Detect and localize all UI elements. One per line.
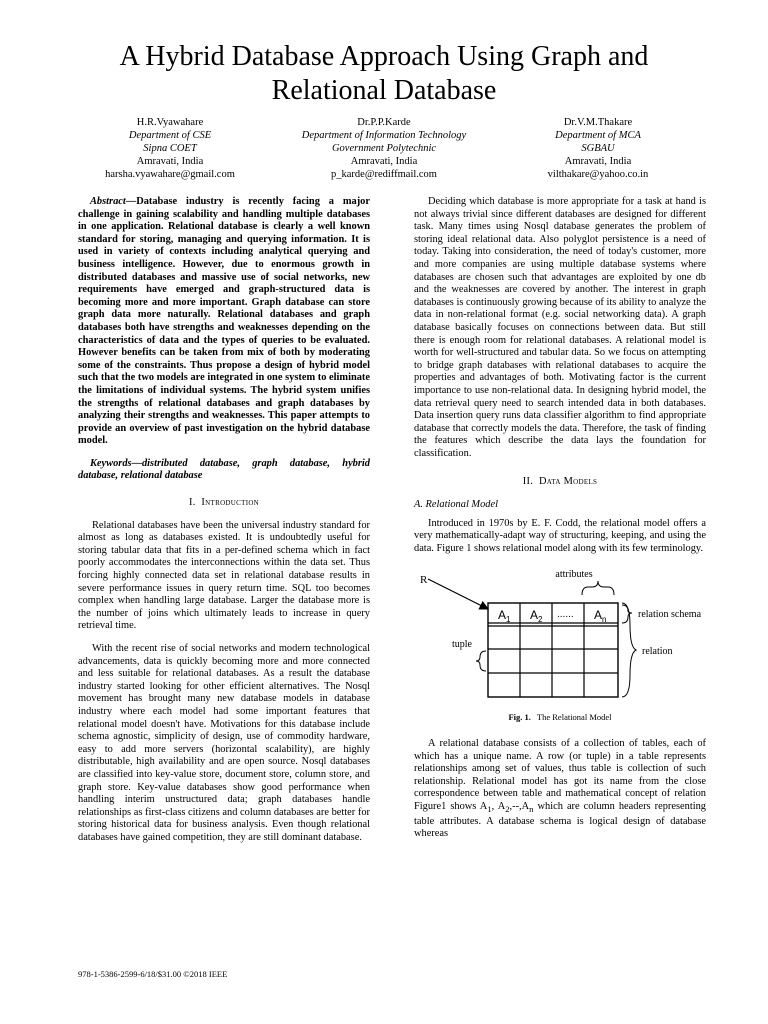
relation-brace — [622, 603, 636, 697]
author-department: Department of Information Technology — [301, 130, 467, 141]
author-institution: SGBAU — [581, 143, 615, 154]
author-block-2 — [274, 116, 494, 181]
intro-paragraph-2: With the recent rise of social networks and modern technological advancements, data is quickly becoming more and more connected and less suitable for relational databases. As a result the database industry started looking for other efficient alternatives. The Nosql movement has brought many new database models in database industry where each model had some important features that relational model doesn't have. Motivations for this database include schema agnostic, simplicity of design, use of commodity hardware, easy to add more servers (horizontal scalability), are highly distributable, high availability and are open source. Nosql databases are classified into key-value store, document store, column store, and graph store. Key-value databases show good performance when handling interim unstructured data; graph databases handle relationships as first-class citizens and column databases are better for storing historical data for business analysis. Even though relational databases have gained competition, they are still dominant database. — [78, 643, 370, 843]
author-name: H.R.Vyawahare — [136, 117, 204, 128]
attribute-header-ellipsis: ...... — [557, 609, 574, 621]
figure-caption-text: The Relational Model — [536, 712, 612, 723]
intro-paragraph-1: Relational databases have been the universal industry standard for almost as long as databases existed. It is undoubtedly useful for storing tabular data that fits in a per-defined schema which in fact poorly accommodates the interconnections within the data set. Thus forcing highly connected data set in relational database results in severe performance issues in query return time. SQL too becomes complex when handling large database. Larger the database more is the number of joins which ultimately leads to increase in query retrieval time. — [78, 519, 370, 632]
relation-name-label: R — [420, 574, 428, 587]
schema-brace — [622, 605, 632, 623]
figure-caption — [414, 711, 706, 724]
abstract-text: —Database industry is recently facing a major challenge in gaining scalability and handling multiple databases in one application. Relational database is clearly a well known standard for storing, managing and querying information. It is used in variety of contexts including analytical querying and business intelligence. However, due to enormous growth in distributed databases and massive use of social networks, new requirements have emerged and graph-structured data is becoming more and more important. Graph database can store graph data more naturally. Relational databases and graph databases both have strengths and weaknesses depending on the characteristics of data and the types of queries to be evaluated. However benefits can be taken from mix of both by moderating some of the constraints. Thus propose a design of hybrid model such that the two models are integrated in one system to eliminate the limitations of individual systems. The hybrid system unifies the strengths of relational databases and graph databases by analyzing their strengths and weaknesses. This paper attempts to provide an overview of past investigation on the hybrid database model. — [78, 196, 370, 447]
copyright-footer: 978-1-5386-2599-6/18/$31.00 ©2018 IEEE — [78, 969, 228, 979]
section-heading-introduction — [78, 497, 370, 510]
author-institution: Sipna COET — [143, 143, 197, 154]
attribute-header-1: $A_1$ — [498, 608, 511, 625]
relational-model-diagram — [414, 565, 706, 705]
author-name: Dr.P.P.Karde — [357, 117, 411, 128]
section-heading-data-models — [414, 476, 706, 489]
section-title: Data Models — [538, 476, 598, 488]
relation-schema-label: relation schema — [638, 609, 702, 621]
abstract — [78, 196, 370, 448]
attributes-label: attributes — [555, 569, 593, 581]
author-city: Amravati, India — [136, 156, 204, 167]
author-name: Dr.V.M.Thakare — [563, 117, 633, 128]
right-column — [414, 196, 706, 851]
paper-title: A Hybrid Database Approach Using Graph and Relational Database — [119, 41, 649, 106]
subsection-heading-relational-model: A. Relational Model — [414, 499, 498, 511]
attribute-header-2: $A_2$ — [530, 608, 543, 625]
author-city: Amravati, India — [564, 156, 632, 167]
keywords: Keywords—distributed database, graph database, hybrid database, relational database — [78, 457, 370, 482]
author-institution: Government Polytechnic — [331, 143, 437, 154]
figure-relational-model — [414, 565, 706, 705]
section-number: I. — [188, 497, 196, 509]
author-block-3 — [488, 116, 708, 181]
relational-paragraph-1: Introduced in 1970s by E. F. Codd, the relational model offers a very mathematically-adapt way of structuring, keeping, and using the data. Figure 1 shows relational model along with its few terminology. — [414, 517, 706, 554]
author-email: harsha.vyawahare@gmail.com — [105, 169, 235, 180]
section-number: II. — [522, 476, 534, 488]
tuple-label: tuple — [452, 639, 472, 651]
attribute-header-n: $A_n$ — [594, 608, 607, 625]
author-email: vilthakare@yahoo.co.in — [547, 169, 649, 180]
right-paragraph-1: Deciding which database is more appropriate for a task at hand is not always trivial since different databases are designed for different task. Many times using Nosql database generates the problem of storing ideal relational data. Also polyglot persistence is a need of today. Taking into consideration, the need of today's customer, more and more companies are using multiple database systems where databases are chosen such that advantages are exploited by one db and the weaknesses are covered by another. The interest in graph databases is continuously growing because of its ability to analyze the data in non-relational format (e.g. social networking data). A graph database basically focuses on connections between data. But still there is enough room for relational databases. A relational model is worth for well-structured and tabular data. So we focus on attempting to bridge graph databases with relational databases to acquire the properties and advantages of both. Motivating factor is the current importance to use non-relational data. In designing hybrid model, the data retrieval query need to search intended data in both databases. Data insertion query runs data classifier algorithm to find appropriate database that correctly models the data. Therefore, the task of finding the features which describe the data lays the foundation for classification. — [414, 196, 706, 459]
section-title: Introduction — [201, 497, 260, 509]
author-department: Department of CSE — [128, 130, 212, 141]
left-column — [78, 196, 370, 855]
author-city: Amravati, India — [350, 156, 418, 167]
tuple-brace — [476, 651, 486, 671]
relation-label: relation — [642, 646, 673, 658]
attributes-brace — [582, 581, 614, 595]
abstract-label: Abstract — [90, 196, 126, 207]
relational-paragraph-2: A relational database consists of a collection of tables, each of which has a unique name. A row (or tuple) in a table represents relationships among set of values, thus table is collection of such relationship. Relational model has got its name from the close correspondence between table and mathematical concept of relation Figure1 shows $A_1$, $A_2,--,A_n$ which are column headers representing table attributes. A database schema is logical design of database whereas — [414, 738, 706, 840]
author-department: Department of MCA — [555, 130, 641, 141]
relation-arrow — [428, 579, 488, 609]
figure-caption-label: Fig. 1. — [508, 712, 531, 723]
author-block-1 — [60, 116, 280, 181]
author-email: p_karde@rediffmail.com — [331, 169, 437, 180]
